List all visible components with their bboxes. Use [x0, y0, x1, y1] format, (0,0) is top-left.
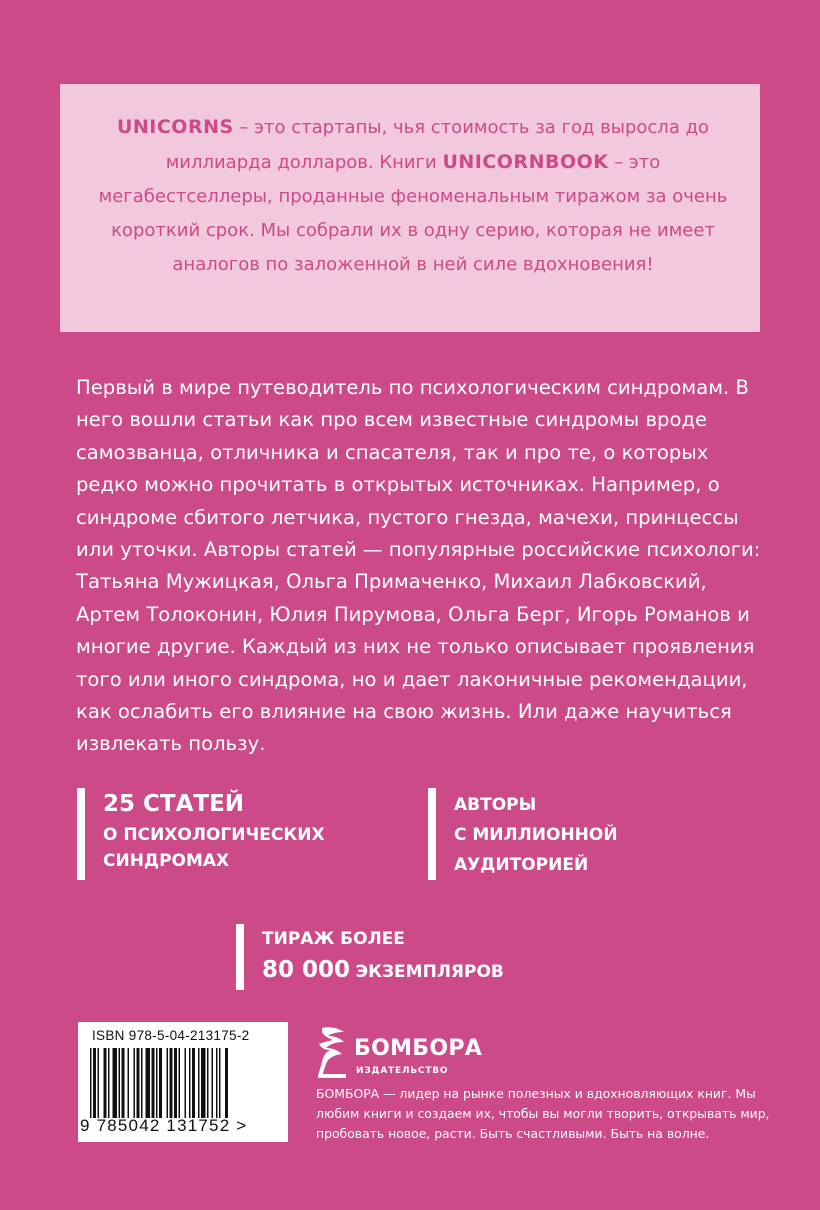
feature-authors-line3: АУДИТОРИЕЙ	[454, 855, 589, 875]
barcode-stripe	[179, 1048, 181, 1118]
promo-text-1: – это стартапы, чья стоимость за год выросла до миллиарда долларов. Книги	[165, 117, 710, 173]
barcode-stripe	[212, 1048, 214, 1118]
barcode-stripe	[201, 1048, 206, 1118]
barcode-stripe	[167, 1048, 169, 1118]
series-promo-text	[78, 110, 748, 282]
barcode-stripe	[119, 1048, 121, 1118]
barcode-stripe	[122, 1048, 125, 1118]
barcode-stripe	[134, 1048, 136, 1118]
barcode-stripe	[98, 1048, 100, 1118]
feature-authors-line2: С МИЛЛИОННОЙ	[454, 825, 618, 845]
brand-unicornbook: UNICORNBOOK	[442, 151, 609, 173]
book-description: Первый в мире путеводитель по психологическим синдромам. В него вошли статьи как про всем известные синдромы вроде самозванца, отличника и спасателя, так и про те, о которых редко можно прочитать в открытых источниках. Например, о синдроме сбитого летчика, пустого гнезда, мачехи, принцессы или уточки. Авторы статей — популярные российские психологи: Татьяна Мужицкая, Ольга Примаченко, Михаил Лабковский, Артем Толоконин, Юлия Пирумова, Ольга Берг, Игорь Романов и многие другие. Каждый из них не только описывает проявления того или иного синдрома, но и дает лаконичные рекомендации, как ослабить его влияние на свою жизнь. Или даже научиться извлекать пользу.	[76, 376, 761, 756]
barcode-stripe	[152, 1048, 155, 1118]
barcode-stripe	[159, 1048, 162, 1118]
feature-print-run-number: 80 000	[262, 957, 351, 983]
feature-print-run-line1: ТИРАЖ БОЛЕЕ	[262, 929, 405, 949]
feature-authors-text	[454, 790, 618, 880]
brand-unicorns: UNICORNS	[116, 116, 234, 138]
barcode-stripe	[185, 1048, 187, 1118]
isbn-label: ISBN 978-5-04-213175-2	[92, 1028, 250, 1043]
barcode-stripe	[146, 1048, 151, 1118]
feature-bar	[428, 788, 436, 880]
barcode-stripe	[192, 1048, 195, 1118]
barcode-stripe	[108, 1048, 110, 1118]
barcode-stripe	[189, 1048, 191, 1118]
feature-print-run	[236, 924, 576, 990]
feature-print-run-line2	[262, 954, 504, 990]
barcode-icon	[90, 1048, 276, 1118]
promo-text-2: – это мегабестселлеры, проданные феноменальным тиражом за очень короткий срок. Мы собрали их в одну серию, которая не имеет аналогов по заложенной в ней силе вдохновения!	[98, 152, 728, 275]
barcode-stripe	[216, 1048, 218, 1118]
series-promo-box	[60, 84, 760, 332]
barcode-stripe	[93, 1048, 96, 1118]
barcode-stripe	[90, 1048, 92, 1118]
barcode-stripe	[156, 1048, 158, 1118]
feature-articles-line2: О ПСИХОЛОГИЧЕСКИХ	[103, 825, 325, 845]
feature-print-run-text	[262, 924, 504, 990]
barcode-stripe	[128, 1048, 130, 1118]
feature-bar	[77, 788, 85, 880]
publisher-logo-name: БОМБОРА	[354, 1036, 483, 1061]
isbn-barcode	[78, 1022, 288, 1142]
barcode-stripe	[137, 1048, 140, 1118]
barcode-stripe	[104, 1048, 107, 1118]
barcode-stripe	[141, 1048, 143, 1118]
publisher-logo-sub: ИЗДАТЕЛЬСТВО	[356, 1066, 449, 1076]
feature-print-run-unit: ЭКЗЕМПЛЯРОВ	[355, 962, 504, 982]
barcode-digits: 9 785042 131752 >	[80, 1116, 248, 1135]
barcode-stripe	[174, 1048, 177, 1118]
feature-bar	[236, 924, 244, 990]
barcode-stripe	[219, 1048, 221, 1118]
publisher-blurb: БОМБОРА — лидер на рынке полезных и вдохновляющих книг. Мы любим книги и создаем их, чтобы вы могли творить, открывать мир, пробовать новое, расти. Быть счастливыми. Быть на волне.	[316, 1086, 770, 1141]
barcode-stripe	[113, 1048, 118, 1118]
bombora-wave-logo-icon	[316, 1024, 352, 1080]
feature-articles	[77, 788, 397, 880]
barcode-stripe	[170, 1048, 173, 1118]
feature-articles-count: 25 СТАТЕЙ	[103, 791, 245, 817]
barcode-stripe	[207, 1048, 209, 1118]
feature-articles-line3: СИНДРОМАХ	[103, 851, 230, 871]
barcode-stripe	[225, 1048, 228, 1118]
feature-authors	[428, 788, 688, 880]
feature-articles-text	[103, 788, 325, 876]
feature-authors-line1: АВТОРЫ	[454, 795, 537, 815]
barcode-stripe	[198, 1048, 200, 1118]
